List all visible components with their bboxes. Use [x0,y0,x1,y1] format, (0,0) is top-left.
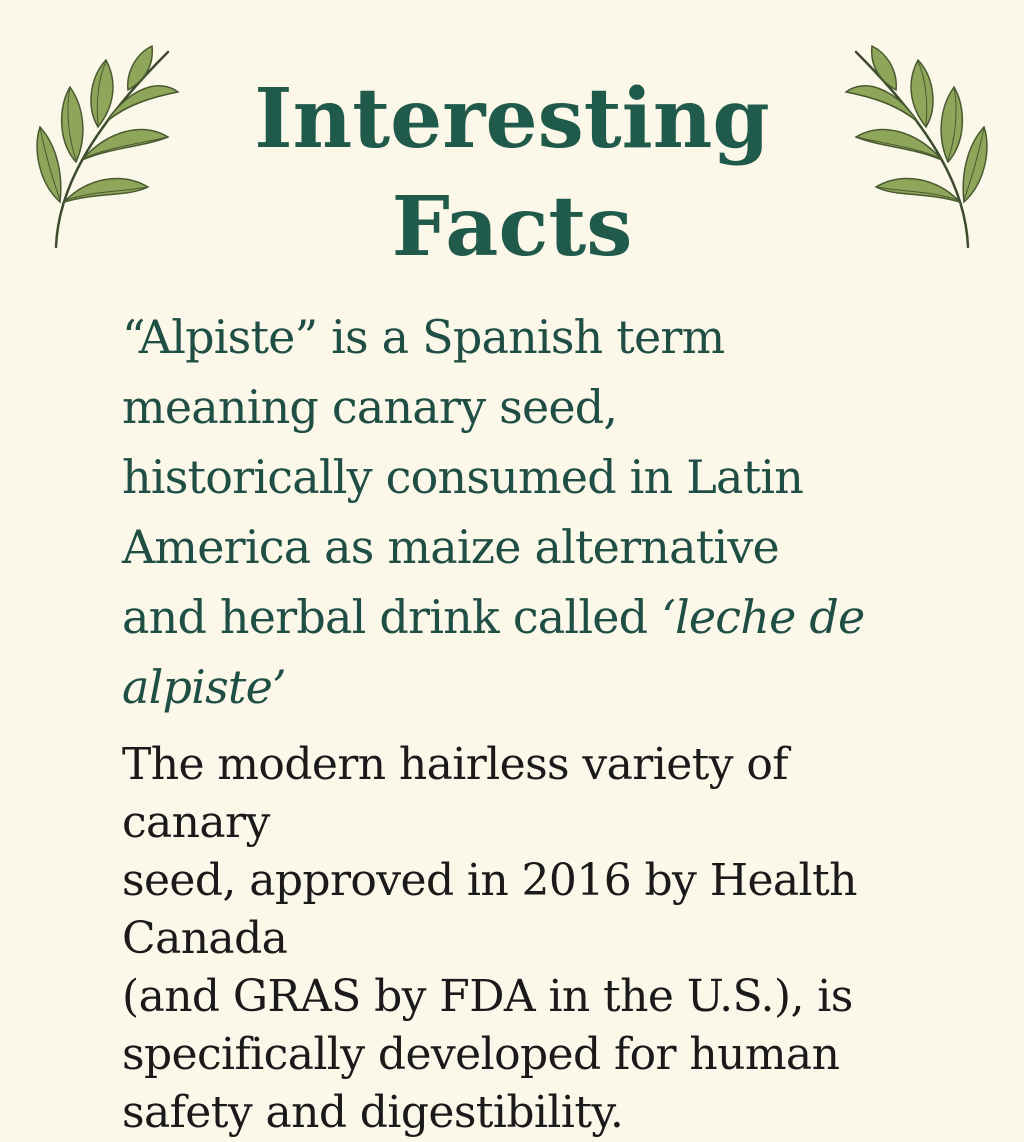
leaf-sprig-right-icon [836,42,996,252]
fact-2-line-3: (and GRAS by FDA in the U.S.), is [122,971,853,1022]
fact-1-line-1: “Alpiste” is a Spanish term [122,310,725,364]
fact-1-drink-name-end: alpiste’ [122,660,286,714]
fact-2-line-5: safety and digestibility. [122,1087,624,1138]
fact-1-line-4: America as maize alternative [122,520,779,574]
fact-1-line-3: historically consumed in Latin [122,450,804,504]
page-title-line-2: Facts [391,179,633,275]
fact-2-line-1: The modern hairless variety of canary [122,739,788,848]
page-title-line-1: Interesting [254,71,770,167]
fact-2-line-2: seed, approved in 2016 by Health Canada [122,855,857,964]
fact-alpiste-paragraph [122,302,912,722]
fact-1-line-5: and herbal drink called [122,590,662,644]
fact-1-drink-name-start: ‘leche de [661,590,865,644]
fact-hairless-variety-paragraph [122,736,942,1142]
leaf-sprig-left-icon [28,42,188,252]
fact-2-line-4: specifically developed for human [122,1029,840,1080]
fact-1-line-2: meaning canary seed, [122,380,618,434]
